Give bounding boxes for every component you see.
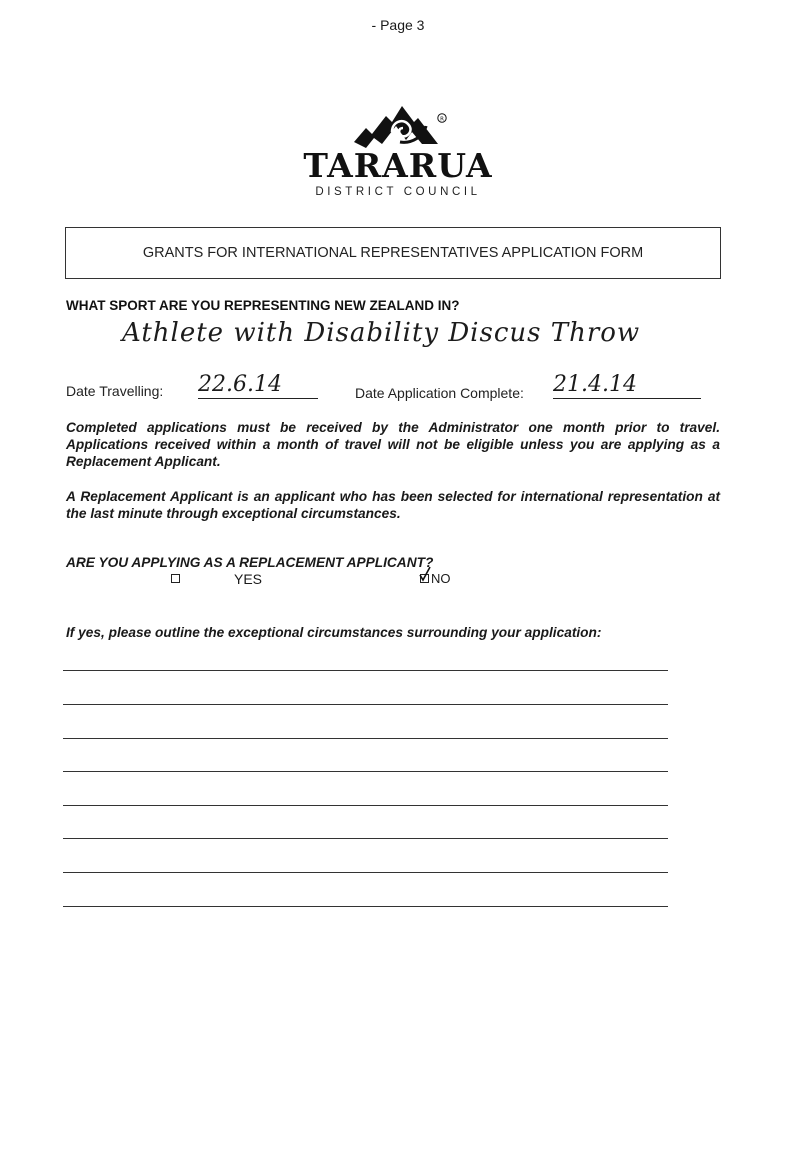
checkmark-icon: [418, 566, 432, 582]
council-name: TARARUA: [303, 146, 493, 185]
answer-line[interactable]: [63, 738, 668, 739]
answer-line[interactable]: [63, 670, 668, 671]
date-complete-value: 21.4.14: [553, 372, 637, 397]
completed-applications-note: Completed applications must be received by the Administrator one month prior to travel. Applications received within a month of travel will not be eligible unless you are applying as a Replacement Applicant.: [66, 420, 720, 469]
council-subtitle: DISTRICT COUNCIL: [315, 186, 481, 198]
answer-line[interactable]: [63, 771, 668, 772]
yes-label: YES: [234, 571, 263, 587]
answer-line[interactable]: [63, 906, 668, 907]
sport-answer[interactable]: Athlete with Disability Discus Throw: [122, 318, 641, 348]
circumstances-prompt: If yes, please outline the exceptional circumstances surrounding your application:: [66, 625, 602, 640]
date-complete-label: Date Application Complete:: [355, 385, 524, 401]
replacement-question: ARE YOU APPLYING AS A REPLACEMENT APPLICANT?: [66, 555, 434, 570]
answer-line[interactable]: [63, 838, 668, 839]
replacement-applicant-note: A Replacement Applicant is an applicant who has been selected for international representation at the last minute through exceptional circumstances.: [66, 489, 720, 521]
date-travelling-label: Date Travelling:: [66, 383, 164, 399]
form-title-box: [65, 227, 721, 279]
answer-line[interactable]: [63, 872, 668, 873]
yes-checkbox[interactable]: [171, 574, 180, 583]
svg-text:R: R: [440, 116, 444, 123]
date-complete-field[interactable]: [553, 372, 701, 399]
sport-question: WHAT SPORT ARE YOU REPRESENTING NEW ZEALAND IN?: [66, 298, 460, 313]
form-title: GRANTS FOR INTERNATIONAL REPRESENTATIVES APPLICATION FORM: [142, 245, 644, 261]
date-travelling-field[interactable]: [198, 372, 318, 399]
answer-line[interactable]: [63, 704, 668, 705]
page-number: - Page 3: [371, 17, 425, 33]
council-logo-icon: [352, 96, 448, 152]
answer-line[interactable]: [63, 805, 668, 806]
no-label: NO: [431, 571, 451, 586]
date-travelling-value: 22.6.14: [198, 372, 282, 397]
